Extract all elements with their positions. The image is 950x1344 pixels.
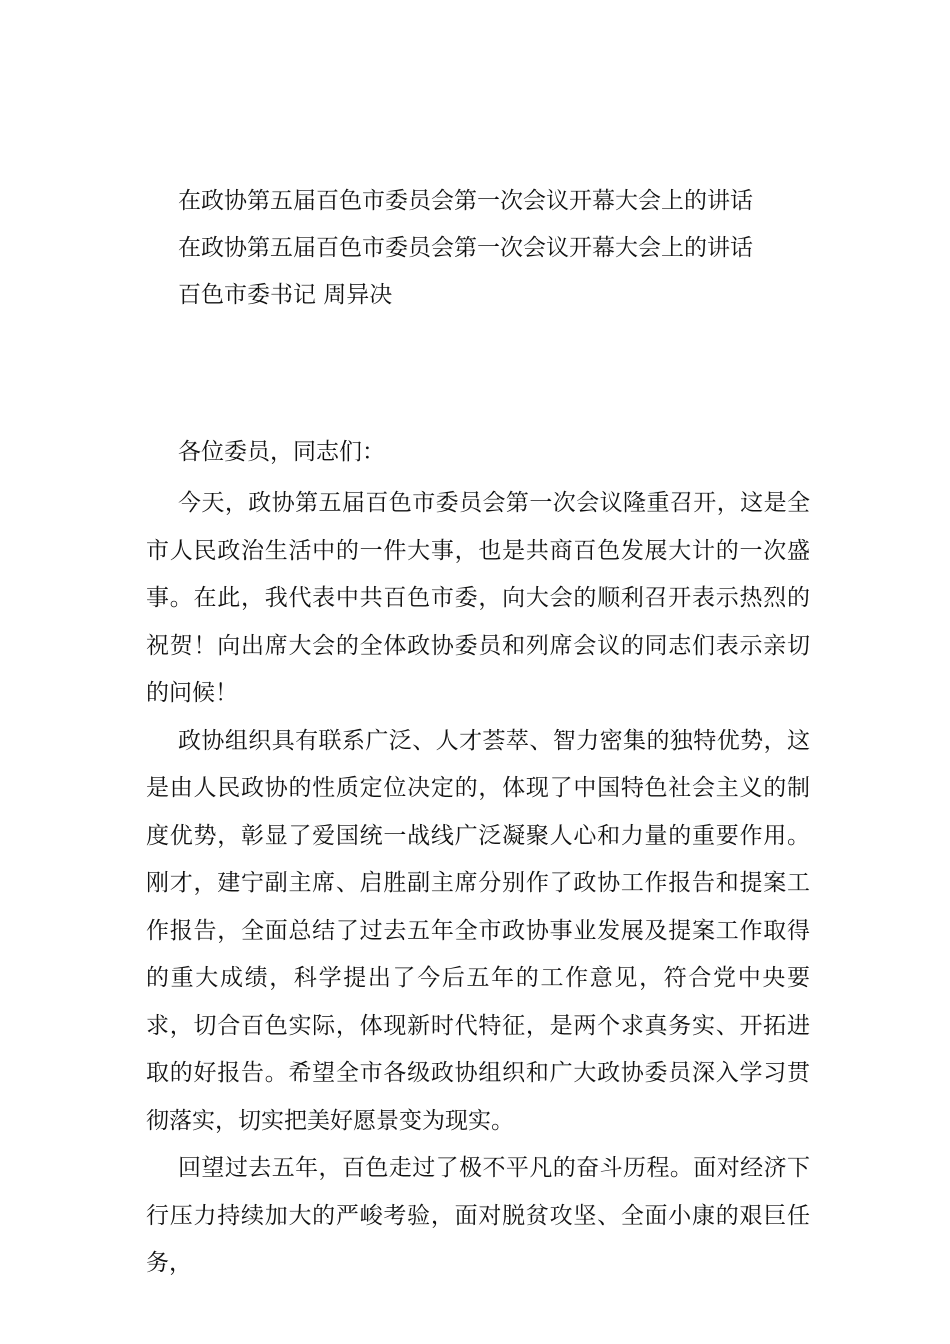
document-title: 在政协第五届百色市委员会第一次会议开幕大会上的讲话 (178, 188, 753, 214)
document-title-repeat: 在政协第五届百色市委员会第一次会议开幕大会上的讲话 (178, 235, 753, 261)
salutation: 各位委员，同志们： (178, 439, 385, 465)
document-body (146, 433, 810, 1288)
author-line: 百色市委书记 周异决 (178, 282, 393, 308)
document-header (178, 182, 858, 323)
paragraph-2: 政协组织具有联系广泛、人才荟萃、智力密集的独特优势，这是由人民政协的性质定位决定的，体现了中国特色社会主义的制度优势，彰显了爱国统一战线广泛凝聚人心和力量的重要作用。刚才，建宁副主席、启胜副主席分别作了政协工作报告和提案工作报告，全面总结了过去五年全市政协事业发展及提案工作取得的重大成绩，科学提出了今后五年的工作意见，符合党中央要求，切合百色实际，体现新时代特征，是两个求真务实、开拓进取的好报告。希望全市各级政协组织和广大政协委员深入学习贯彻落实，切实把美好愿景变为现实。 (146, 727, 810, 1134)
paragraph-3: 回望过去五年，百色走过了极不平凡的奋斗历程。面对经济下行压力持续加大的严峻考验，面对脱贫攻坚、全面小康的艰巨任务， (146, 1155, 810, 1276)
paragraph-1: 今天，政协第五届百色市委员会第一次会议隆重召开，这是全市人民政治生活中的一件大事，也是共商百色发展大计的一次盛事。在此，我代表中共百色市委，向大会的顺利召开表示热烈的祝贺！向出席大会的全体政协委员和列席会议的同志们表示亲切的问候！ (146, 490, 810, 706)
